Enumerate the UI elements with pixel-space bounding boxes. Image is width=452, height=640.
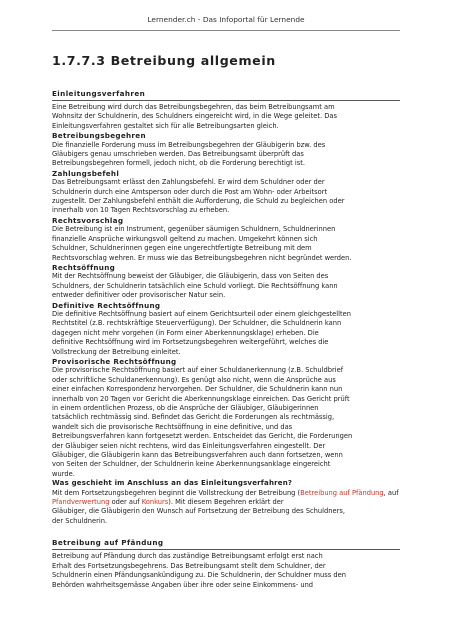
answer-text-end: ). Mit diesem Begehren erklärt der Gläubiger, die Gläubigerin den Wunsch auf Fortsetzung der Betreibung des Schuldners, der Schuldnerin.	[52, 498, 345, 525]
heading-rechtsvorschlag: Rechtsvorschlag	[52, 215, 124, 225]
page-title: 1.7.7.3 Betreibung allgemein	[52, 53, 276, 68]
answer-separator-2: oder auf	[109, 498, 142, 507]
section-divider-2	[52, 549, 400, 550]
heading-definitive-rechtsoeffnung: Definitive Rechtsöffnung	[52, 300, 161, 310]
link-pfandverwertung[interactable]: Pfandverwertung	[52, 498, 110, 507]
header-divider	[52, 30, 400, 31]
heading-betreibungsbegehren: Betreibungsbegehren	[52, 131, 146, 141]
intro-paragraph: Eine Betreibung wird durch das Betreibungsbegehren, das beim Betreibungsamt am Wohnsitz der Schuldnerin, des Schuldners eingereicht wird, in die Wege geleitet. Das Einleitungsverfahren gestaltet sich für alle Betreibungsarten gleich.	[52, 103, 337, 130]
section-title-betreibung-auf-pfaendung: Betreibung auf Pfändung	[52, 538, 164, 548]
heading-zahlungsbefehl: Zahlungsbefehl	[52, 168, 120, 178]
heading-provisorische-rechtsoeffnung: Provisorische Rechtsöffnung	[52, 356, 177, 366]
link-konkurs[interactable]: Konkurs	[141, 498, 169, 507]
paragraph-zahlungsbefehl: Das Betreibungsamt erlässt den Zahlungsbefehl. Er wird dem Schuldner oder der Schuldnerin durch eine Amtsperson oder durch die Post am Wohn- oder Arbeitsort zugestellt. Der Zahlungsbefehl enthält die Aufforderung, die Schuld zu begleichen oder innerhalb von 10 Tagen Rechtsvorschlag zu erheben.	[52, 178, 345, 215]
link-betreibung-auf-pfaendung[interactable]: Betreibung auf Pfändung	[300, 488, 384, 497]
paragraph-betreibung-auf-pfaendung: Betreibung auf Pfändung durch das zuständige Betreibungsamt erfolgt erst nach Erhalt des Fortsetzungsbegehrens. Das Betreibungsamt stellt dem Schuldner, der Schuldnerin einen Pfändungsankündigung zu. Die Schuldnerin, der Schuldner muss den Behörden wahrheitsgemässe Angaben über ihre oder seine Einkommens- und	[52, 552, 346, 589]
site-header: Lernender.ch - Das Infoportal für Lernende	[147, 15, 305, 24]
paragraph-definitive-rechtsoeffnung: Die definitive Rechtsöffnung basiert auf einem Gerichtsurteil oder einem gleichgestellten Rechtstitel (z.B. rechtskräftige Steuerverfügung). Der Schuldner, die Schuldnerin kann dagegen nicht mehr vorgehen (in Form einer Aberkennungsklage) erheben. Die definitive Rechtsöffnung wird im Fortsetzungsbegehren weitergeführt, welches die Vollstreckung der Betreibung einleitet.	[52, 309, 351, 356]
answer-text-start: Mit dem Fortsetzungsbegehren beginnt die Vollstreckung der Betreibung (	[52, 488, 301, 497]
section-divider	[52, 100, 400, 101]
paragraph-rechtsoeffnung: Mit der Rechtsöffnung beweist der Gläubiger, die Gläubigerin, dass von Seiten des Schuldners, der Schuldnerin tatsächlich eine Schuld vorliegt. Die Rechtsöffnung kann entweder definitiver oder provisorischer Natur sein.	[52, 272, 338, 300]
paragraph-rechtsvorschlag: Die Betreibung ist ein Instrument, gegenüber säumigen Schuldnern, Schuldnerinnen finanzielle Ansprüche wirkungsvoll geltend zu machen. Umgekehrt können sich Schuldner, Schuldnerinnen gegen eine ungerechtfertigte Betreibung mit dem Rechtsvorschlag wehren. Er muss wie das Betreibungsbegehren nicht begründet werden.	[52, 225, 352, 262]
answer-separator-1: , auf	[383, 488, 399, 497]
paragraph-betreibungsbegehren: Die finanzielle Forderung muss im Betreibungsbegehren der Gläubigerin bzw. des Gläubigers genau umschrieben werden. Das Betreibungsamt überprüft das Betreibungsbegehren formell, jedoch nicht, ob die Forderung berechtigt ist.	[52, 140, 326, 168]
heading-rechtsoeffnung: Rechtsöffnung	[52, 262, 116, 272]
paragraph-provisorische-rechtsoeffnung: Die provisorische Rechtsöffnung basiert auf einer Schuldanerkennung (z.B. Schuldbrief oder schriftliche Schuldanerkennung). Es genügt also nicht, wenn die Ansprüche aus einer einfachen Korrespondenz hervorgehen. Der Schuldner, die Schuldnerin kann nun innerhalb von 20 Tagen vor Gericht die Aberkennungsklage einreichen. Das Gericht prüft in einem ordentlichen Prozess, ob die Ansprüche der Gläubiger, Gläubigerinnen tatsächlich rechtmässig sind. Befindet das Gericht die Forderungen als rechtmässig, wandelt sich die provisorische Rechtsöffnung in eine definitive, und das Betreibungsverfahren kann fortgesetzt werden. Entscheidet das Gericht, die Forderungen der Gläubiger seien nicht rechtens, wird das Einleitungsverfahren eingestellt. Der Gläubiger, die Gläubigerin kann das Betreibungsverfahren auch dann fortsetzen, wenn von Seiten der Schuldner, der Schuldnerin keine Aberkennungsanklage eingereicht wurde.	[52, 366, 353, 478]
answer-paragraph	[52, 489, 400, 527]
question-heading: Was geschieht im Anschluss an das Einleitungsverfahren?	[52, 479, 293, 488]
section-title-einleitungsverfahren: Einleitungsverfahren	[52, 89, 146, 98]
